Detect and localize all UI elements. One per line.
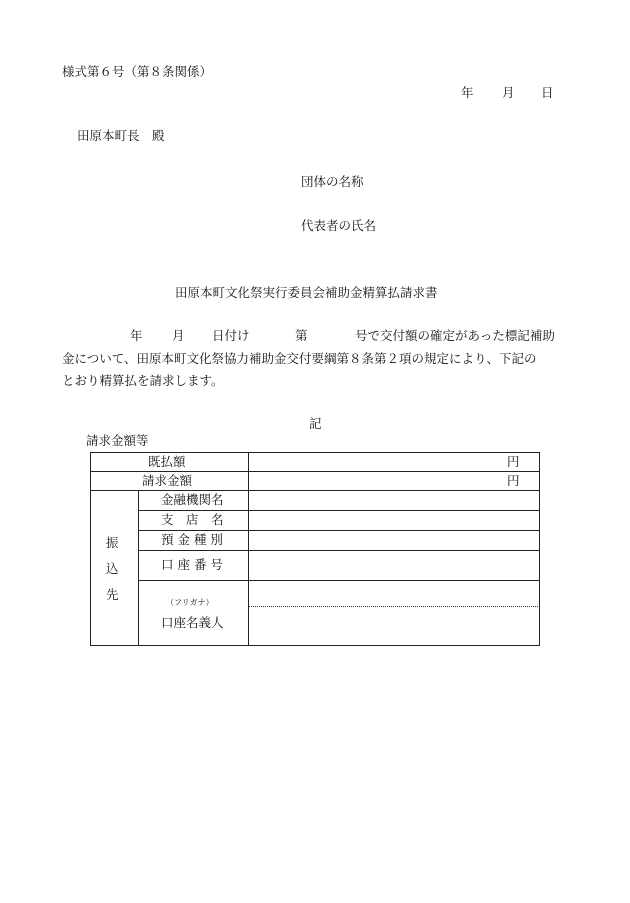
body-dated: 日付け	[212, 328, 250, 343]
claim-amount-label: 請求金額	[142, 473, 193, 488]
claim-amount-unit: 円	[507, 473, 520, 488]
furigana-divider	[248, 606, 540, 607]
branch-label: 支 店 名	[161, 512, 224, 527]
col-divider	[138, 490, 139, 646]
body-line-1	[62, 325, 582, 348]
paid-amount-label: 既払額	[148, 454, 186, 469]
body-line1-rest: 号で交付額の確定があった標記補助	[355, 328, 555, 343]
ki-label: 記	[309, 416, 322, 431]
body-paragraph	[62, 325, 582, 393]
body-line-3: とおり精算払を請求します。	[62, 373, 224, 388]
bank-name-label: 金融機関名	[161, 492, 224, 507]
account-number-label: 口 座 番 号	[161, 557, 223, 572]
paid-amount-unit: 円	[507, 454, 520, 469]
table-caption: 請求金額等	[86, 433, 149, 448]
date-year: 年	[461, 85, 474, 100]
body-year: 年	[130, 328, 143, 343]
body-line-2: 金について、田原本町文化祭協力補助金交付要綱第８条第２項の規定により、下記の	[62, 350, 537, 366]
account-type-label: 預 金 種 別	[161, 532, 223, 547]
col-divider	[248, 452, 249, 646]
account-holder-label: 口座名義人	[161, 615, 224, 630]
date-day: 日	[541, 85, 554, 100]
row-divider	[90, 471, 540, 472]
row-divider	[138, 510, 540, 511]
transfer-label-2: 込	[106, 561, 119, 576]
furigana-label: （フリガナ）	[166, 598, 214, 607]
rep-name-label: 代表者の氏名	[301, 218, 377, 233]
transfer-label-3: 先	[106, 587, 119, 602]
body-month: 月	[172, 328, 185, 343]
row-divider	[138, 550, 540, 551]
org-name-label: 団体の名称	[301, 174, 364, 189]
document-title: 田原本町文化祭実行委員会補助金精算払請求書	[175, 285, 438, 300]
date-month: 月	[502, 85, 515, 100]
form-number: 様式第６号（第８条関係）	[62, 64, 213, 79]
row-divider	[90, 490, 540, 491]
transfer-label-1: 振	[106, 535, 119, 550]
row-divider	[138, 530, 540, 531]
row-divider	[138, 580, 540, 581]
addressee: 田原本町長 殿	[77, 128, 165, 143]
body-dai: 第	[295, 328, 308, 343]
